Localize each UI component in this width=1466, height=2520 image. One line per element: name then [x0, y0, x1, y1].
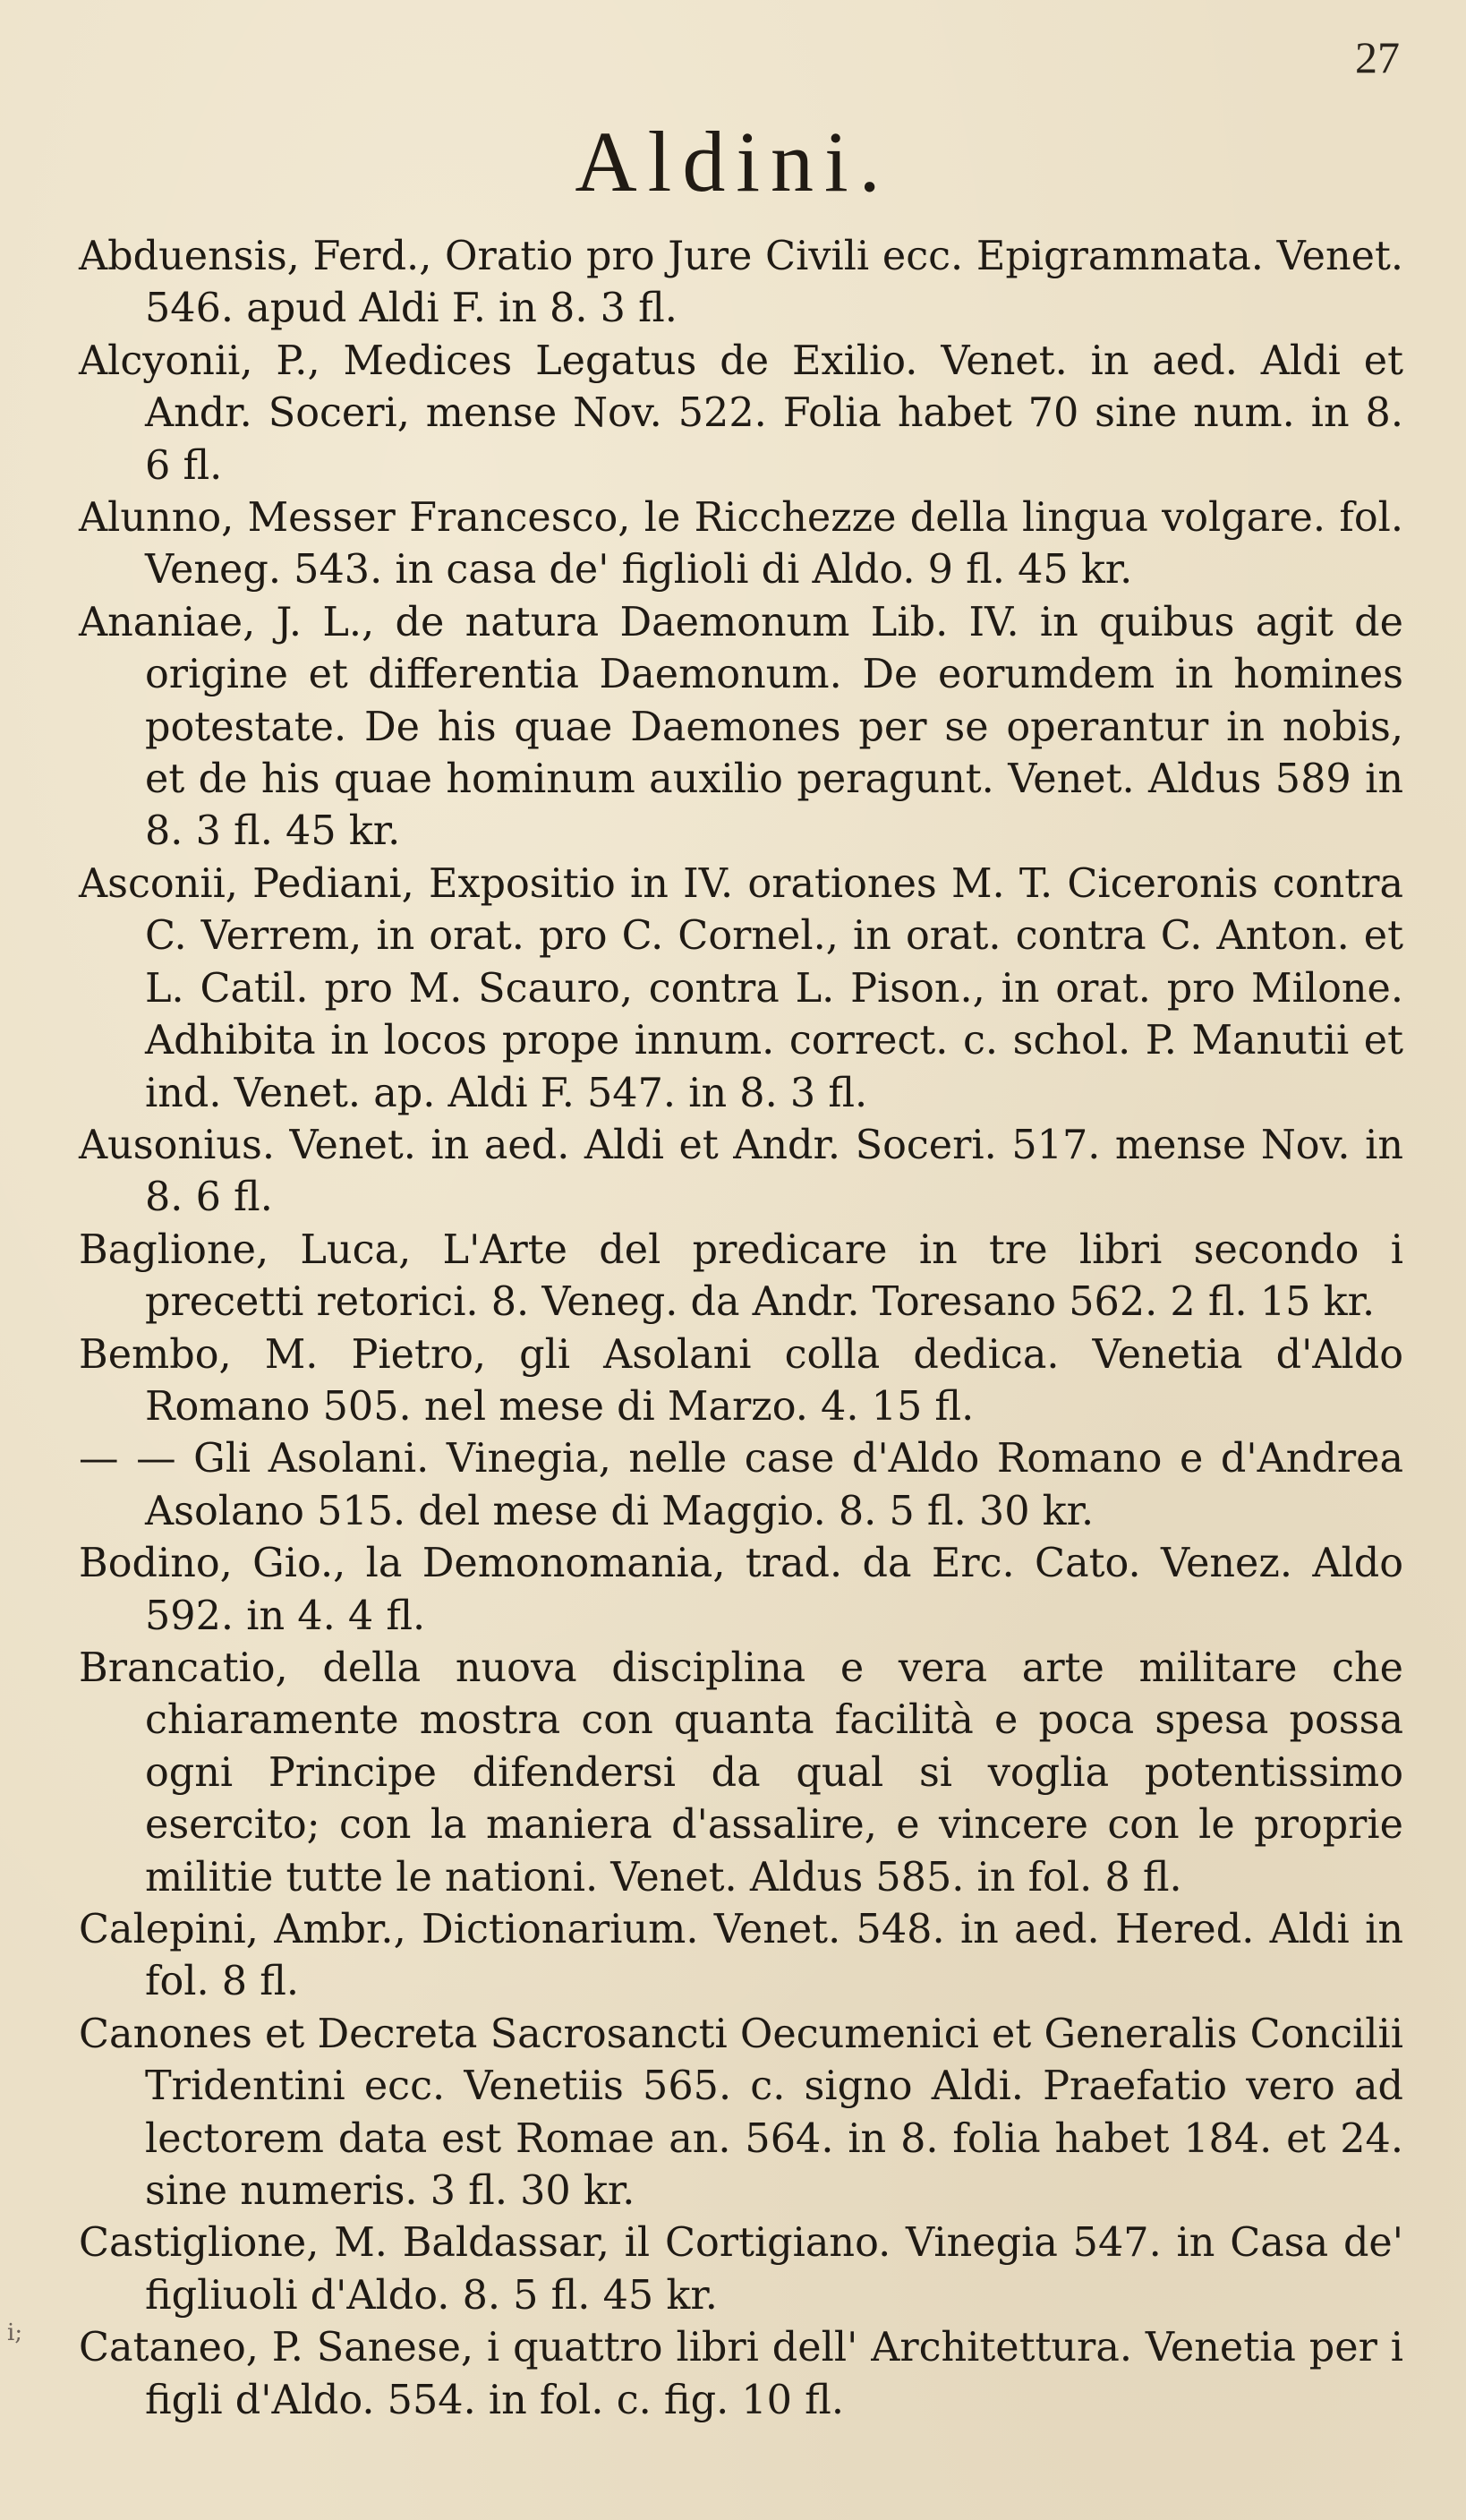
- catalog-entry: Asconii, Pediani, Expositio in IV. orationes M. T. Ciceronis contra C. Verrem, in orat. pro C. Cornel., in orat. contra C. Anton. et L. Catil. pro M. Scauro, contra L. Pison., in orat. pro Milone. Adhibita in locos prope innum. correct. c. schol. P. Manutii et ind. Venet. ap. Aldi F. 547. in 8. 3 fl.: [79, 860, 1403, 1116]
- section-title: Aldini.: [575, 114, 891, 209]
- catalog-entry: Baglione, Luca, L'Arte del predicare in tre libri secondo i precetti retorici. 8. Veneg. da Andr. Toresano 562. 2 fl. 15 kr.: [79, 1226, 1403, 1326]
- catalog-entry: — — Gli Asolani. Vinegia, nelle case d'Aldo Romano e d'Andrea Asolano 515. del mese di Maggio. 8. 5 fl. 30 kr.: [79, 1436, 1403, 1534]
- catalog-entry: Bembo, M. Pietro, gli Asolani colla dedica. Venetia d'Aldo Romano 505. nel mese di Marzo. 4. 15 fl.: [79, 1331, 1403, 1430]
- catalog-entries: [79, 231, 1403, 2427]
- catalog-entry: Ausonius. Venet. in aed. Aldi et Andr. Soceri. 517. mense Nov. in 8. 6 fl.: [79, 1122, 1403, 1221]
- catalog-entry: Bodino, Gio., la Demonomania, trad. da Erc. Cato. Venez. Aldo 592. in 4. 4 fl.: [79, 1541, 1403, 1639]
- catalog-entry: Castiglione, M. Baldassar, il Cortigiano. Vinegia 547. in Casa de' figliuoli d'Aldo. 8. 5 fl. 45 kr.: [79, 2220, 1403, 2319]
- catalog-entry: Ananiae, J. L., de natura Daemonum Lib. IV. in quibus agit de origine et differentia Daemonum. De eorumdem in homines potestate. De his quae Daemones per se operantur in nobis, et de his quae hominum auxilio peragunt. Venet. Aldus 589 in 8. 3 fl. 45 kr.: [79, 599, 1403, 855]
- catalog-entry: Abduensis, Ferd., Oratio pro Jure Civili ecc. Epigrammata. Venet. 546. apud Aldi F. in 8. 3 fl.: [79, 234, 1403, 332]
- catalog-entry: Alunno, Messer Francesco, le Ricchezze della lingua volgare. fol. Veneg. 543. in casa de' figlioli di Aldo. 9 fl. 45 kr.: [79, 495, 1403, 594]
- catalog-entry: Brancatio, della nuova disciplina e vera arte militare che chiaramente mostra con quanta facilità e poca spesa possa ogni Principe difendersi da qual si voglia potentissimo esercito; con la maniera d'assalire, e vincere con le proprie militie tutte le nationi. Venet. Aldus 585. in fol. 8 fl.: [79, 1644, 1403, 1901]
- margin-mark: i;: [7, 2319, 23, 2346]
- catalog-entry: Calepini, Ambr., Dictionarium. Venet. 548. in aed. Hered. Aldi in fol. 8 fl.: [79, 1907, 1403, 2005]
- catalog-entry: Alcyonii, P., Medices Legatus de Exilio. Venet. in aed. Aldi et Andr. Soceri, mense Nov. 522. Folia habet 70 sine num. in 8. 6 fl.: [79, 337, 1403, 489]
- page-number: 27: [1355, 32, 1400, 82]
- catalog-entry: Cataneo, P. Sanese, i quattro libri dell' Architettura. Venetia per i figli d'Aldo. 554. in fol. c. fig. 10 fl.: [79, 2325, 1403, 2423]
- catalog-entry: Canones et Decreta Sacrosancti Oecumenici et Generalis Concilii Tridentini ecc. Venetiis 565. c. signo Aldi. Praefatio vero ad lectorem data est Romae an. 564. in 8. folia habet 184. et 24. sine numeris. 3 fl. 30 kr.: [79, 2011, 1403, 2215]
